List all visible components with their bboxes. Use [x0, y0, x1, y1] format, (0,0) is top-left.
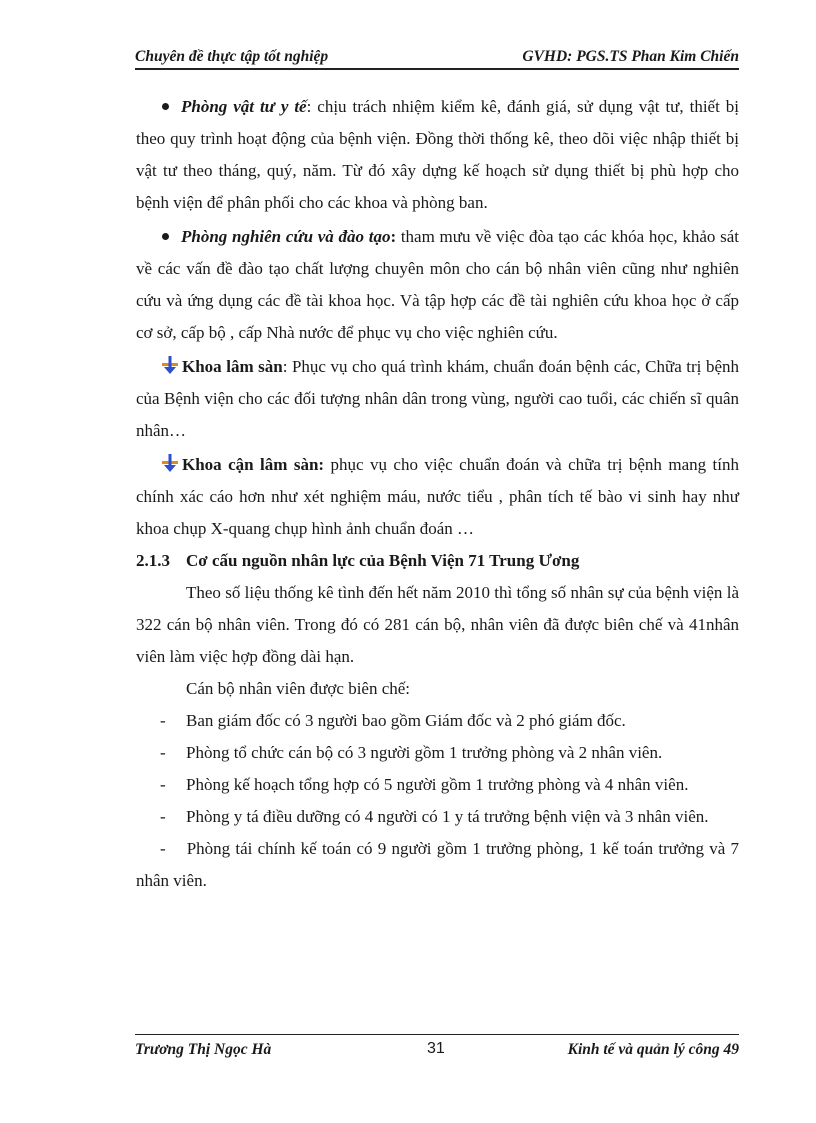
paragraph-lead: Khoa lâm sàn	[182, 357, 283, 376]
paragraph-text: : Phục vụ cho quá trình khám, chuẩn đoán bệnh các, Chữa trị bệnh của Bệnh viện cho các đối tượng nhân dân trong vùng, người cao tuổi, các chiến sĩ quân nhân…	[136, 357, 739, 440]
paragraph-lead: Phòng nghiên cứu và đào tạo	[181, 227, 391, 246]
down-arrow-icon	[162, 356, 178, 374]
paragraph-thong-ke: Theo số liệu thống kê tình đến hết năm 2010 thì tổng số nhân sự của bệnh viện là 322 cán bộ nhân viên. Trong đó có 281 cán bộ, nhân viên đã được biên chế và 41nhân viên làm việc hợp đồng dài hạn.	[136, 583, 739, 666]
dash-marker: -	[160, 775, 166, 794]
dash-marker: -	[160, 807, 166, 826]
paragraph-text: phục vụ cho việc chuẩn đoán và chữa trị bệnh mang tính chính xác cáo hơn như xét nghiệm máu, nước tiểu , phân tích tế bào vi sinh hay như khoa chụp X-quang chụp hình ảnh chuẩn đoán …	[136, 455, 740, 538]
list-item	[136, 737, 739, 769]
list-item-text: Phòng tái chính kế toán có 9 người gồm 1 trưởng phòng, 1 kế toán trưởng và 7 nhân viên.	[136, 839, 739, 890]
list-item	[136, 769, 739, 801]
bullet-dot-icon	[162, 103, 169, 110]
paragraph-can-lam-san	[136, 449, 739, 545]
list-item	[136, 801, 739, 833]
paragraph-lead: Khoa cận lâm sàn:	[182, 455, 325, 474]
list-item-text: Ban giám đốc có 3 người bao gồm Giám đốc và 2 phó giám đốc.	[186, 711, 626, 730]
header-right-supervisor: GVHD: PGS.TS Phan Kim Chiến	[522, 48, 739, 65]
down-arrow-icon	[162, 454, 178, 472]
header-left-title: Chuyên đề thực tập tốt nghiệp	[135, 48, 329, 65]
paragraph-text: : chịu trách nhiệm kiểm kê, đánh giá, sử dụng vật tư, thiết bị theo quy trình hoạt động của bệnh viện. Đồng thời thống kê, theo dõi việc nhập thiết bị vật tư theo tháng, quý, năm. Từ đó xây dựng kế hoạch sử dụng thiết bị phù hợp cho bệnh viện để phân phối cho các khoa và phòng ban.	[136, 97, 739, 212]
paragraph-lam-san	[136, 351, 739, 447]
list-item-text: Phòng kế hoạch tổng hợp có 5 người gồm 1 trưởng phòng và 4 nhân viên.	[186, 775, 689, 794]
page-header	[135, 48, 739, 68]
paragraph-bien-che-intro: Cán bộ nhân viên được biên chế:	[186, 679, 411, 698]
footer-class: Kinh tế và quản lý công 49	[567, 1041, 739, 1058]
list-item	[136, 705, 739, 737]
page-number: 31	[427, 1040, 445, 1057]
dash-marker: -	[160, 743, 166, 762]
list-item	[136, 833, 739, 897]
paragraph-colon: :	[390, 227, 397, 246]
page-footer	[135, 1041, 739, 1061]
dash-marker: -	[160, 839, 166, 858]
header-rule	[135, 68, 739, 70]
list-item-text: Phòng y tá điều dưỡng có 4 người có 1 y tá trưởng bệnh viện và 3 nhân viên.	[186, 807, 709, 826]
section-title: Cơ cấu nguồn nhân lực của Bệnh Viện 71 Trung Ương	[186, 551, 580, 570]
section-number: 2.1.3	[136, 551, 170, 570]
footer-rule	[135, 1034, 739, 1035]
paragraph-vat-tu	[136, 91, 739, 219]
bullet-dot-icon	[162, 233, 169, 240]
paragraph-lead: Phòng vật tư y tế	[181, 97, 307, 116]
paragraph-text: tham mưu về việc đòa tạo các khóa học, khảo sát về các vấn đề đào tạo chất lượng chuyên môn cho cán bộ nhân viên cũng như nghiên cứu và ứng dụng các đề tài khoa học. Và tập hợp các đề tài nghiên cứu khoa học ở cấp cơ sở, cấp bộ , cấp Nhà nước để phục vụ cho việc nghiên cứu.	[136, 227, 739, 342]
dash-marker: -	[160, 711, 166, 730]
page-body	[136, 91, 739, 897]
footer-author: Trương Thị Ngọc Hà	[135, 1041, 272, 1058]
list-item-text: Phòng tổ chức cán bộ có 3 người gồm 1 trưởng phòng và 2 nhân viên.	[186, 743, 663, 762]
paragraph-nghien-cuu	[136, 221, 739, 349]
section-heading	[136, 545, 739, 577]
